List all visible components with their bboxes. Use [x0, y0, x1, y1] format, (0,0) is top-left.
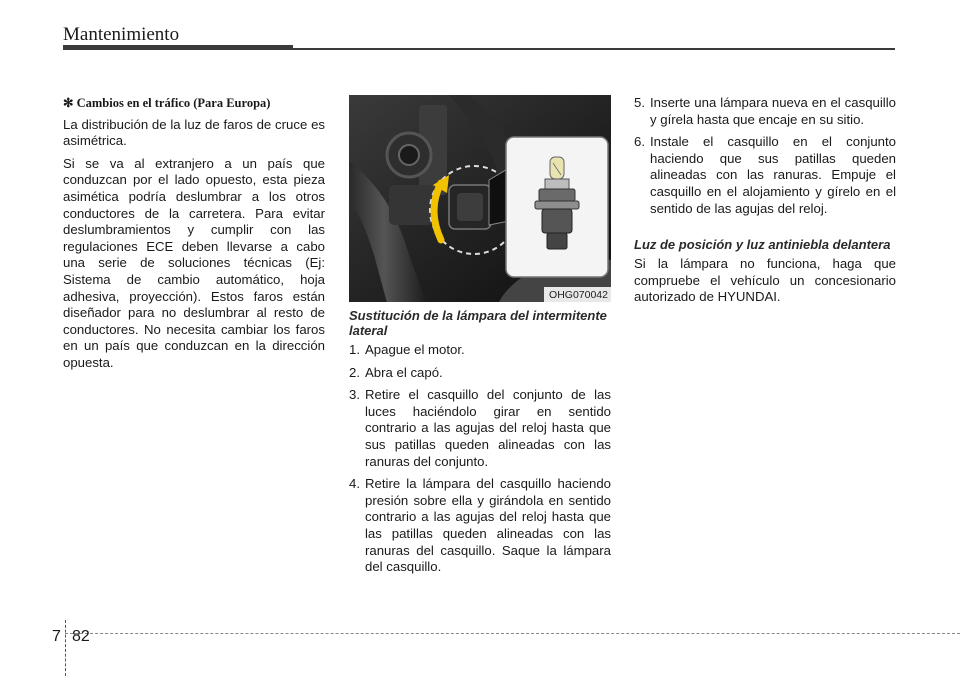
column-3: [634, 95, 896, 312]
list-item: 3. Retire el casquillo del conjunto de las luces haciéndolo girar en sentido contrario a las agujas del reloj hasta que sus patillas queden alineadas con las ranuras del conjunto.: [349, 387, 611, 469]
list-item: 1. Apague el motor.: [349, 342, 465, 357]
list-item: 6. Instale el casquillo en el conjunto haciendo que sus patillas queden alineadas con las ranuras. Empuje el casquillo en el alojamiento y gírelo en el sentido de las agujas del reloj.: [634, 134, 896, 216]
note-title: [63, 95, 325, 112]
paragraph: Si se va al extranjero a un país que conduzcan por el lado opuesto, esta pieza asimética podría deslumbrar a los otros conductores de la carretera. Para evitar deslumbramientos y cumplir con las regulaciones ECE deben llevarse a cabo una serie de soluciones técnicas (Ej: Sistema de cambio automático, hoja adhesiva, proyección). Estos faros están diseñador para no deslumbrar al resto de conductores. No necesita cambiar los faros en un país que conduzcan en la dirección opuesta.: [63, 155, 325, 370]
section-title: Sustitución de la lámpara del intermitente lateral: [349, 308, 607, 338]
header-rule-thin: [293, 48, 895, 50]
column-1: [63, 95, 325, 378]
header-rule-thick: [63, 45, 293, 50]
engine-bay-illustration: [349, 95, 611, 302]
paragraph: Si la lámpara no funciona, haga que compruebe el vehículo un concesionario autorizado de HYUNDAI.: [634, 256, 896, 305]
list-item: 2. Abra el capó.: [349, 364, 443, 380]
bulb-socket-photo: [349, 95, 611, 302]
snowflake-icon: ✻: [63, 96, 74, 110]
page-header-title: Mantenimiento: [63, 24, 180, 45]
footer-divider: [65, 620, 66, 676]
steps-list: [634, 95, 896, 217]
column-2: [349, 308, 611, 582]
chapter-number: 7: [52, 628, 61, 645]
list-item: 4. Retire la lámpara del casquillo haciendo presión sobre ella y girándola en sentido contrario a las agujas del reloj hasta que las patillas queden alineadas con las ranuras del casquillo. Saque la lámpara del casquillo.: [349, 476, 611, 575]
paragraph: La distribución de la luz de faros de cruce es asimétrica.: [63, 116, 325, 149]
note-title-text: Cambios en el tráfico (Para Europa): [76, 96, 271, 110]
page-number: 82: [72, 628, 90, 645]
list-item: 5. Inserte una lámpara nueva en el casquillo y gírela hasta que encaje en su sitio.: [634, 95, 896, 127]
figure-code: OHG070042: [544, 287, 611, 302]
steps-list: [349, 342, 611, 576]
footer-rule: [65, 633, 960, 634]
section-title: Luz de posición y luz antiniebla delantera: [634, 237, 891, 253]
